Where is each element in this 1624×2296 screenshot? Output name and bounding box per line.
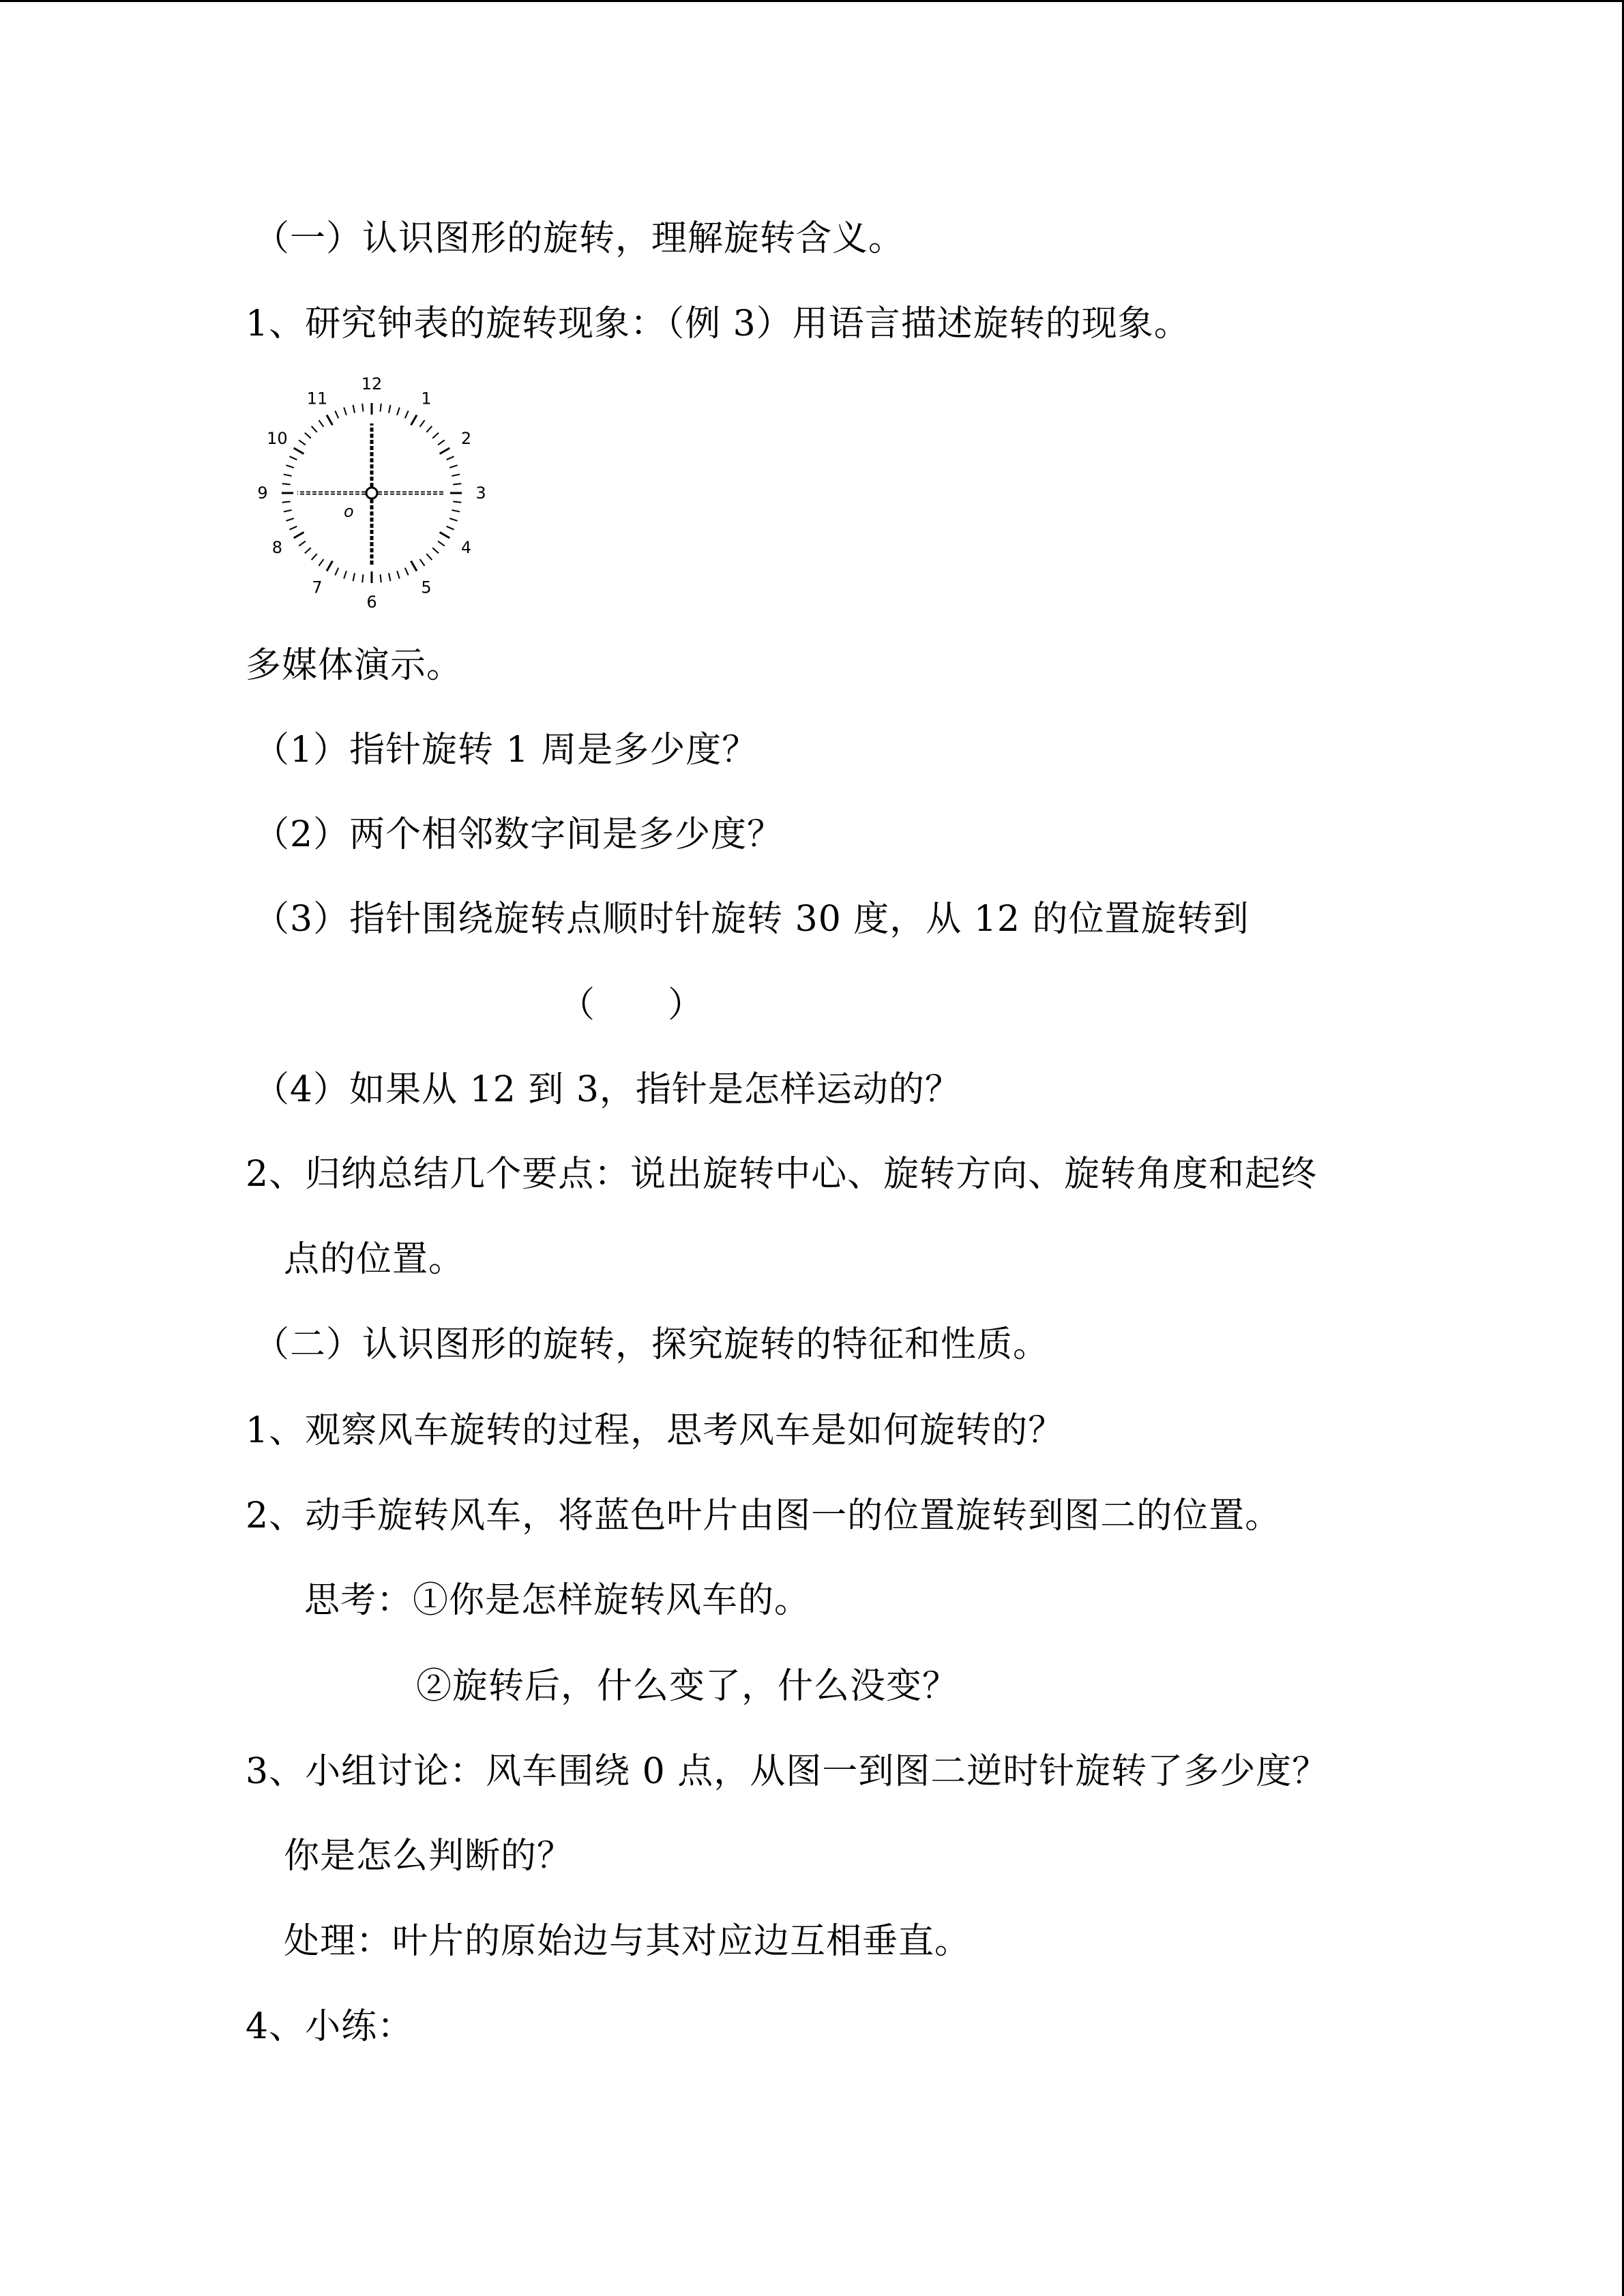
clock-tick	[289, 456, 297, 460]
clock-tick	[453, 483, 461, 484]
clock-tick	[447, 456, 454, 460]
clock-tick	[438, 440, 445, 445]
clock-tick	[294, 533, 304, 539]
clock-tick	[327, 415, 333, 426]
clock-tick	[327, 561, 333, 571]
clock-tick	[440, 533, 450, 539]
item-1-windmill-observe: 1、观察风车旋转的过程，思考风车是如何旋转的？	[246, 1410, 1065, 1451]
clock-tick	[282, 483, 291, 484]
clock-tick	[294, 448, 304, 454]
clock-tick	[405, 411, 409, 418]
clock-tick	[284, 510, 292, 511]
clock-tick	[449, 465, 457, 468]
clock-number: 6	[366, 593, 377, 612]
clock-tick	[447, 526, 454, 530]
clock-tick	[362, 574, 363, 582]
clock-tick	[397, 571, 400, 578]
clock-tick	[452, 510, 460, 511]
clock-tick	[353, 573, 355, 581]
clock-tick	[432, 548, 439, 553]
process-note: 处理：叶片的原始边与其对应边互相垂直。	[284, 1921, 971, 1962]
clock-diagram	[246, 372, 498, 614]
clock-tick	[282, 502, 291, 503]
clock-tick	[452, 475, 460, 476]
item-1-clock-rotation: 1、研究钟表的旋转现象：（例 3）用语言描述旋转的现象。	[246, 303, 1190, 344]
question-1: （1）指针旋转 1 周是多少度？	[254, 730, 758, 771]
clock-tick	[299, 541, 306, 546]
item-3-group-discussion: 3、小组讨论：风车围绕 0 点，从图一到图二逆时针旋转了多少度？	[246, 1751, 1329, 1792]
question-3: （3）指针围绕旋转点顺时针旋转 30 度，从 12 的位置旋转到	[254, 899, 1250, 940]
multimedia-demo: 多媒体演示。	[246, 645, 463, 686]
clock-tick	[284, 475, 292, 476]
clock-tick	[319, 559, 323, 566]
clock-tick	[420, 559, 425, 566]
clock-tick	[397, 407, 400, 415]
center-label: o	[344, 502, 354, 521]
clock-number: 2	[460, 429, 472, 448]
clock-number: 3	[475, 483, 486, 503]
section-2-heading: （二）认识图形的旋转，探究旋转的特征和性质。	[254, 1324, 1050, 1365]
item-2-summary: 2、归纳总结几个要点：说出旋转中心、旋转方向、旋转角度和起终	[246, 1154, 1318, 1195]
question-2: （2）两个相邻数字间是多少度？	[254, 814, 784, 855]
clock-tick	[286, 518, 293, 521]
clock-tick	[420, 420, 425, 427]
clock-tick	[411, 561, 417, 571]
clock-face-icon	[246, 372, 498, 614]
item-2-windmill-rotate: 2、动手旋转风车，将蓝色叶片由图一的位置旋转到图二的位置。	[246, 1495, 1282, 1536]
clock-number: 8	[271, 538, 283, 557]
think-1: 思考：①你是怎样旋转风车的。	[304, 1580, 811, 1621]
question-3-blank: （ ）	[559, 985, 705, 1026]
clock-tick	[362, 404, 363, 412]
clock-tick	[453, 502, 461, 503]
clock-number: 12	[361, 374, 383, 393]
clock-tick	[426, 426, 432, 432]
clock-number: 9	[257, 483, 268, 503]
clock-tick	[286, 465, 293, 468]
clock-tick	[438, 541, 445, 546]
clock-tick	[289, 526, 297, 530]
question-4: （4）如果从 12 到 3，指针是怎样运动的？	[254, 1069, 961, 1110]
clock-tick	[432, 433, 439, 438]
section-1-heading: （一）认识图形的旋转，理解旋转含义。	[254, 218, 905, 259]
clock-number: 11	[306, 389, 328, 408]
clock-number: 5	[421, 578, 432, 597]
clock-tick	[305, 548, 311, 553]
clock-tick	[411, 415, 417, 426]
clock-number: 7	[312, 578, 323, 597]
clock-tick	[319, 420, 323, 427]
clock-number: 10	[267, 429, 288, 448]
clock-tick	[344, 571, 346, 578]
item-4-practice: 4、小练：	[246, 2006, 414, 2047]
clock-tick	[312, 554, 317, 560]
clock-tick	[389, 573, 390, 581]
clock-tick	[335, 411, 338, 418]
clock-tick	[426, 554, 432, 560]
clock-tick	[305, 433, 311, 438]
clock-tick	[449, 518, 457, 521]
clock-tick	[299, 440, 306, 445]
clock-tick	[405, 568, 409, 576]
item-3-group-discussion-cont: 你是怎么判断的？	[284, 1836, 574, 1877]
clock-number: 4	[460, 538, 472, 557]
clock-number: 1	[421, 389, 432, 408]
clock-tick	[440, 448, 450, 454]
clock-tick	[312, 426, 317, 432]
clock-tick	[335, 568, 338, 576]
clock-tick	[344, 407, 346, 415]
think-2: ②旋转后，什么变了，什么没变？	[416, 1666, 959, 1707]
item-2-summary-cont: 点的位置。	[284, 1239, 465, 1280]
rotation-center-point	[366, 488, 377, 498]
clock-tick	[389, 405, 390, 413]
clock-tick	[353, 405, 355, 413]
